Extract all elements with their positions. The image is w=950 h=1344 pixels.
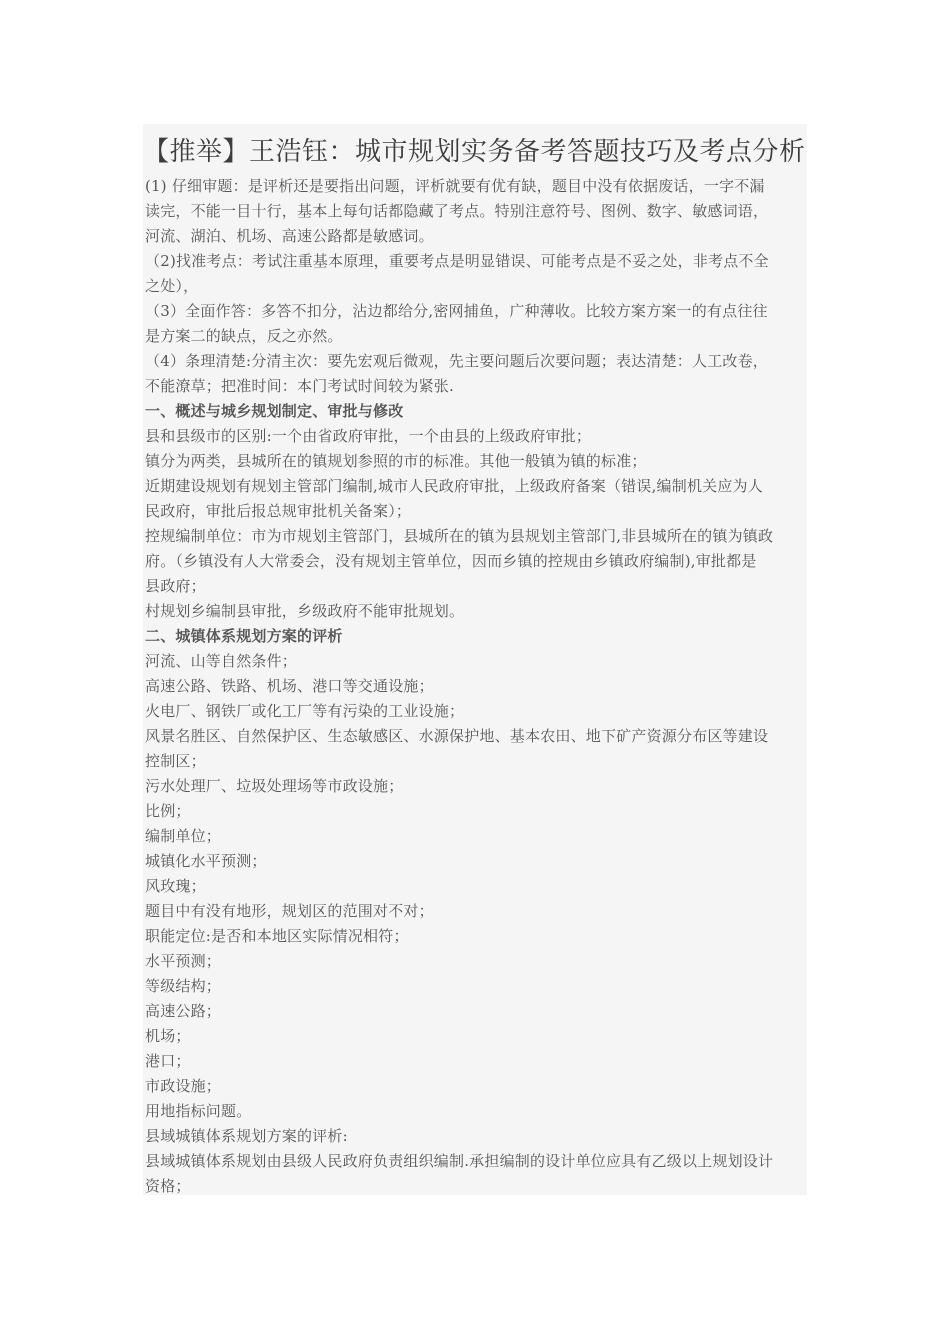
body-line: 比例； — [145, 802, 191, 820]
body-line: （4）条理清楚:分清主次：要先宏观后微观，先主要问题后次要问题；表达清楚：人工改卷， — [145, 352, 769, 370]
body-line: 县域城镇体系规划方案的评析: — [145, 1127, 348, 1145]
body-line: 风景名胜区、自然保护区、生态敏感区、水源保护地、基本农田、地下矿产资源分布区等建设 — [145, 727, 769, 745]
article-body — [145, 174, 809, 1199]
body-line: 火电厂、钢铁厂或化工厂等有污染的工业设施； — [145, 702, 465, 720]
body-line: 读完，不能一目十行，基本上每句话都隐藏了考点。特别注意符号、图例、数字、敏感词语， — [145, 202, 769, 220]
body-line: 高速公路； — [145, 1002, 222, 1020]
body-line: 县和县级市的区别:一个由省政府审批，一个由县的上级政府审批； — [145, 427, 592, 445]
body-line: 民政府，审批后报总规审批机关备案）； — [145, 502, 412, 520]
body-line: 题目中有没有地形，规划区的范围对不对； — [145, 902, 434, 920]
section-heading-2: 二、城镇体系规划方案的评析 — [145, 627, 343, 645]
article-title: 【推举】王浩钰：城市规划实务备考答题技巧及考点分析 — [143, 137, 806, 167]
body-line: 控制区； — [145, 752, 206, 770]
body-line: 控规编制单位：市为市规划主管部门，县城所在的镇为县规划主管部门,非县城所在的镇为镇政 — [145, 527, 774, 545]
body-line: 编制单位； — [145, 827, 222, 845]
body-line: 近期建设规划有规划主管部门编制,城市人民政府审批，上级政府备案（错误,编制机关应为人 — [145, 477, 763, 495]
body-line: 风玫瑰； — [145, 877, 206, 895]
body-line: 府。（乡镇没有人大常委会，没有规划主管单位，因而乡镇的控规由乡镇政府编制),审批都是 — [145, 552, 757, 570]
body-line: 河流、山等自然条件； — [145, 652, 298, 670]
body-line: 村规划乡编制县审批，乡级政府不能审批规划。 — [145, 602, 465, 620]
body-line: （2)找准考点：考试注重基本原理，重要考点是明显错误、可能考点是不妥之处，非考点不全 — [145, 252, 769, 270]
body-line: 机场； — [145, 1027, 191, 1045]
body-line: 城镇化水平预测； — [145, 852, 267, 870]
body-line: 河流、湖泊、机场、高速公路都是敏感词。 — [145, 227, 434, 245]
body-line: 职能定位:是否和本地区实际情况相符； — [145, 927, 409, 945]
body-line: 高速公路、铁路、机场、港口等交通设施； — [145, 677, 434, 695]
body-line: 污水处理厂、垃圾处理场等市政设施； — [145, 777, 404, 795]
section-heading-1: 一、概述与城乡规划制定、审批与修改 — [145, 402, 404, 420]
body-line: 之处）， — [145, 277, 199, 295]
body-line: 市政设施； — [145, 1077, 222, 1095]
body-line: 县域城镇体系规划由县级人民政府负责组织编制.承担编制的设计单位应具有乙级以上规划设计 — [145, 1152, 774, 1170]
body-line: 县政府； — [145, 577, 206, 595]
body-line: 港口； — [145, 1052, 191, 1070]
body-line: （3）全面作答：多答不扣分，沾边都给分,密网捕鱼，广种薄收。比较方案方案一的有点往往 — [145, 302, 768, 320]
body-line: 镇分为两类，县城所在的镇规划参照的市的标准。其他一般镇为镇的标准； — [145, 452, 647, 470]
body-line: (1) 仔细审题：是评析还是要指出问题，评析就要有优有缺，题目中没有依据废话，一字不漏 — [145, 177, 765, 195]
body-line: 资格； — [145, 1177, 191, 1195]
body-line: 水平预测； — [145, 952, 222, 970]
article-panel — [143, 124, 807, 1195]
body-line: 不能潦草；把准时间：本门考试时间较为紧张. — [145, 377, 454, 395]
body-line: 等级结构； — [145, 977, 222, 995]
body-line: 用地指标问题。 — [145, 1102, 252, 1120]
body-line: 是方案二的缺点，反之亦然。 — [145, 327, 343, 345]
